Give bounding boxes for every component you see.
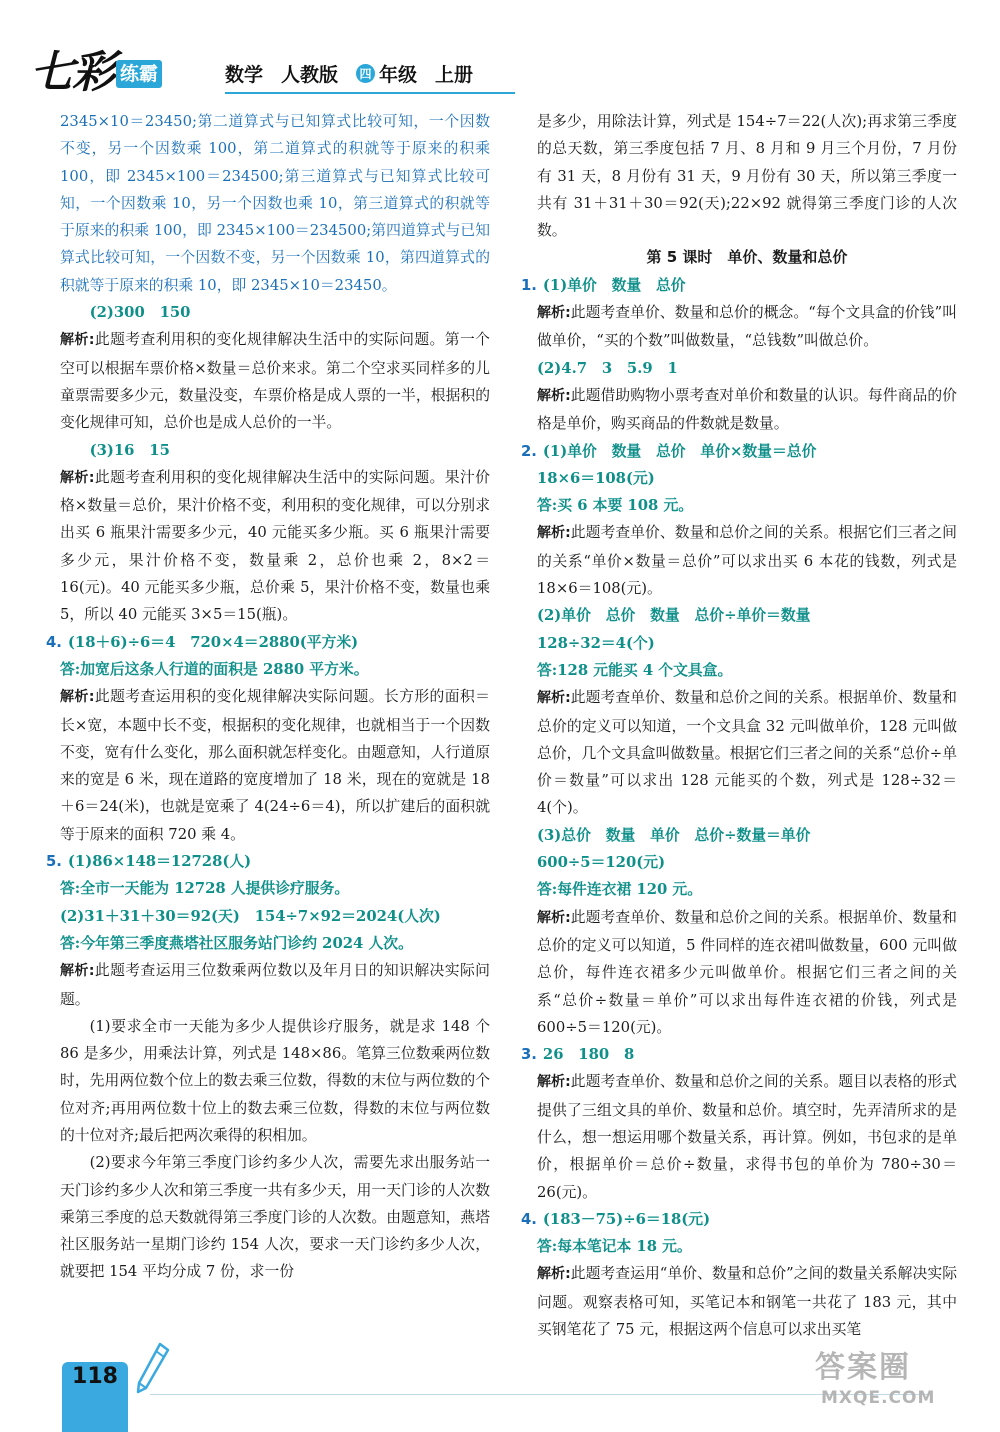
analysis: 解析:此题考查单价、数量和总价的概念。“每个文具盒的价钱”叫做单价，“买的个数”叫做数量，“总钱数”叫做总价。 xyxy=(537,304,957,350)
question-4-answer: 答:加宽后这条人行道的面积是 2880 平方米。 xyxy=(60,660,369,678)
analysis: 解析:此题考查运用“单价、数量和总价”之间的数量关系解决实际问题。观察表格可知，买笔记本和钢笔一共花了 183 元，其中买钢笔花了 75 元，根据这两个信息可以求出买笔 xyxy=(537,1265,957,1339)
question-5-equation-1: 5. (1)86×148＝12728(人) xyxy=(46,853,252,871)
paragraph: 是多少，用除法计算，列式是 154÷7＝22(人次);再求第三季度的总天数，第三季度包括 7 月、8 月和 9 月三个月份，7 月份有 31 天，8 月份有 31 天，9 月份有 30 天，所以第三季度一共有 31＋31＋30＝92(天);22×92 就得第三季度门诊的人次数。 xyxy=(537,113,957,240)
answer-statement: 答:买 6 本要 108 元。 xyxy=(537,497,694,515)
question-number: 4. xyxy=(521,1210,537,1228)
page-header xyxy=(30,48,510,103)
question-number: 3. xyxy=(521,1046,537,1064)
watermark-title: 答案圈 xyxy=(815,1350,911,1385)
analysis: 解析:此题考查利用积的变化规律解决生活中的实际问题。果汁价格×数量＝总价，果汁价格不变，利用积的变化规律，可以分别求出买 6 瓶果汁需要多少元，40 元能买多少瓶。买 6 瓶果汁需要多少元，果汁价格不变，数量乘 2，总价也乘 2，8×2＝16(元)。40 元能买多少瓶，总价乘 5，果汁价格不变，数量也乘 5，所以 40 元能买 3×5＝15(瓶)。 xyxy=(60,468,490,624)
analysis: 解析:此题考查运用积的变化规律解决实际问题。长方形的面积＝长×宽，本题中长不变，根据积的变化规律，也就相当于一个因数不变，宽有什么变化，那么面积就怎样变化。由题意知，人行道原来的宽是 6 米，现在道路的宽度增加了 18 米，现在的宽就是 18＋6＝24(米)，也就是宽乘了 4(24÷6＝4)，所以扩建后的面积就等于原来的面积 720 乘 4。 xyxy=(60,688,490,843)
footer-divider xyxy=(150,1394,930,1395)
brand-logo xyxy=(30,48,162,98)
question-2-answer-1: 2. (1)单价 数量 总价 单价×数量＝总价 xyxy=(521,442,817,460)
question-2-answer-2: (2)单价 总价 数量 总价÷单价＝数量 xyxy=(537,607,811,625)
brand-tag: 练霸 xyxy=(116,60,162,88)
left-column xyxy=(46,108,490,1286)
question-1-answer-2: (2)4.7 3 5.9 1 xyxy=(537,359,678,377)
brand-name: 七彩 xyxy=(30,47,114,98)
question-4-equation: 4. (18＋6)÷6＝4 720×4＝2880(平方米) xyxy=(46,633,359,651)
answer-statement: 答:每本笔记本 18 元。 xyxy=(537,1238,692,1256)
analysis-part-1: (1)要求全市一天能为多少人提供诊疗服务，就是求 148 个 86 是多少，用乘法计算，列式是 148×86。笔算三位数乘两位数时，先用两位数个位上的数去乘三位数，得数的末位与两位数的个位对齐;再用两位数十位上的数去乘三位数，得数的末位与两位数的十位对齐;最后把两次乘得的积相加。 xyxy=(60,1017,490,1144)
question-number: 4. xyxy=(46,633,62,651)
question-2-answer-3: (3)总价 数量 单价 总价÷数量＝单价 xyxy=(537,826,811,844)
analysis-part-2: (2)要求今年第三季度门诊约多少人次，需要先求出服务站一天门诊约多少人次和第三季度一共有多少天，用一天门诊的人次数乘第三季度的总天数就得第三季度门诊的人次数。由题意知，燕塔社区服务站一星期门诊约 154 人次，要求一天门诊约多少人次，就要把 154 平均分成 7 份，求一份 xyxy=(60,1154,490,1281)
watermark xyxy=(815,1348,985,1428)
subject: 数学 xyxy=(225,64,264,86)
analysis: 解析:此题考查单价、数量和总价之间的关系。题目以表格的形式提供了三组文具的单价、数量和总价。填空时，先弄清所求的是什么，想一想运用哪个数量关系，再计算。例如，书包求的是单价，根据单价＝总价÷数量，求得书包的单价为 780÷30＝26(元)。 xyxy=(537,1073,957,1201)
question-number: 2. xyxy=(521,442,537,460)
answer: (2)300 150 xyxy=(89,304,191,322)
grade-label: 年级 xyxy=(379,64,418,86)
answer: (3)16 15 xyxy=(89,441,170,459)
book-info xyxy=(225,60,491,87)
analysis-label: 解析: xyxy=(60,332,95,349)
edition: 人教版 xyxy=(281,64,339,86)
analysis: 解析:此题考查利用积的变化规律解决生活中的实际问题。第一个空可以根据车票价格×数量＝总价来求。第二个空求买同样多的儿童票需要多少元，数量没变，车票价格是成人票的一半，根据积的变化规律可知，总价也是成人总价的一半。 xyxy=(60,331,490,432)
question-number: 5. xyxy=(46,853,62,871)
term-label: 上册 xyxy=(435,64,474,86)
question-number: 1. xyxy=(521,276,537,294)
question-5-answer-2: 答:今年第三季度燕塔社区服务站门诊约 2024 人次。 xyxy=(60,934,413,952)
pencil-icon xyxy=(132,1340,172,1400)
analysis: 解析:此题考查运用三位数乘两位数以及年月日的知识解决实际问题。 xyxy=(60,962,490,1008)
question-3: 3. 26 180 8 xyxy=(521,1046,635,1064)
lesson-title: 第 5 课时 单价、数量和总价 xyxy=(646,248,848,267)
question-1-answer-1: 1. (1)单价 数量 总价 xyxy=(521,276,686,294)
analysis: 解析:此题考查单价、数量和总价之间的关系。根据单价、数量和总价的定义可以知道，5 件同样的连衣裙叫做数量，600 元叫做总价，每件连衣裙多少元叫做单价。根据它们三者之间的关系“总价÷数量＝单价”可以求出每件连衣裙的价钱，列式是 600÷5＝120(元)。 xyxy=(537,908,957,1036)
question-5-answer-1: 答:全市一天能为 12728 人提供诊疗服务。 xyxy=(60,880,350,898)
header-divider xyxy=(225,92,515,94)
grade-number-badge: 四 xyxy=(356,64,375,83)
equation: 600÷5＝120(元) xyxy=(537,854,666,872)
watermark-url: MXQE.COM xyxy=(821,1388,936,1408)
analysis: 解析:此题考查单价、数量和总价之间的关系。根据它们三者之间的关系“单价×数量＝总价”可以求出买 6 本花的钱数，列式是 18×6＝108(元)。 xyxy=(537,524,957,598)
paragraph: 2345×10＝23450;第二道算式与已知算式比较可知，一个因数不变，另一个因数乘 100，第二道算式的积就等于原来的积乘 100，即 2345×100＝234500;第三道算式与已知算式比较可知，一个因数乘 10，另一个因数也乘 10，第三道算式的积就等于原来的积乘 100，即 2345×100＝234500;第四道算式与已知算式比较可知，一个因数不变，另一个因数乘 10，第四道算式的积就等于原来的积乘 10，即 2345×10＝23450。 xyxy=(60,113,490,294)
equation: 18×6＝108(元) xyxy=(537,469,655,487)
page-number: 118 xyxy=(72,1364,118,1389)
right-column xyxy=(521,108,957,1343)
question-5-equation-2: (2)31＋31＋30＝92(天) 154÷7×92＝2024(人次) xyxy=(60,907,441,925)
answer-statement: 答:每件连衣裙 120 元。 xyxy=(537,881,703,899)
analysis: 解析:此题考查单价、数量和总价之间的关系。根据单价、数量和总价的定义可以知道，一个文具盒 32 元叫做单价，128 元叫做总价，几个文具盒叫做数量。根据它们三者之间的关系“总价÷单价＝数量”可以求出 128 元能买的个数，列式是 128÷32＝4(个)。 xyxy=(537,689,957,817)
equation: 128÷32＝4(个) xyxy=(537,634,655,652)
answer-statement: 答:128 元能买 4 个文具盒。 xyxy=(537,661,733,679)
question-4-equation: 4. (183－75)÷6＝18(元) xyxy=(521,1210,711,1228)
analysis: 解析:此题借助购物小票考查对单价和数量的认识。每件商品的价格是单价，购买商品的件数就是数量。 xyxy=(537,386,957,433)
